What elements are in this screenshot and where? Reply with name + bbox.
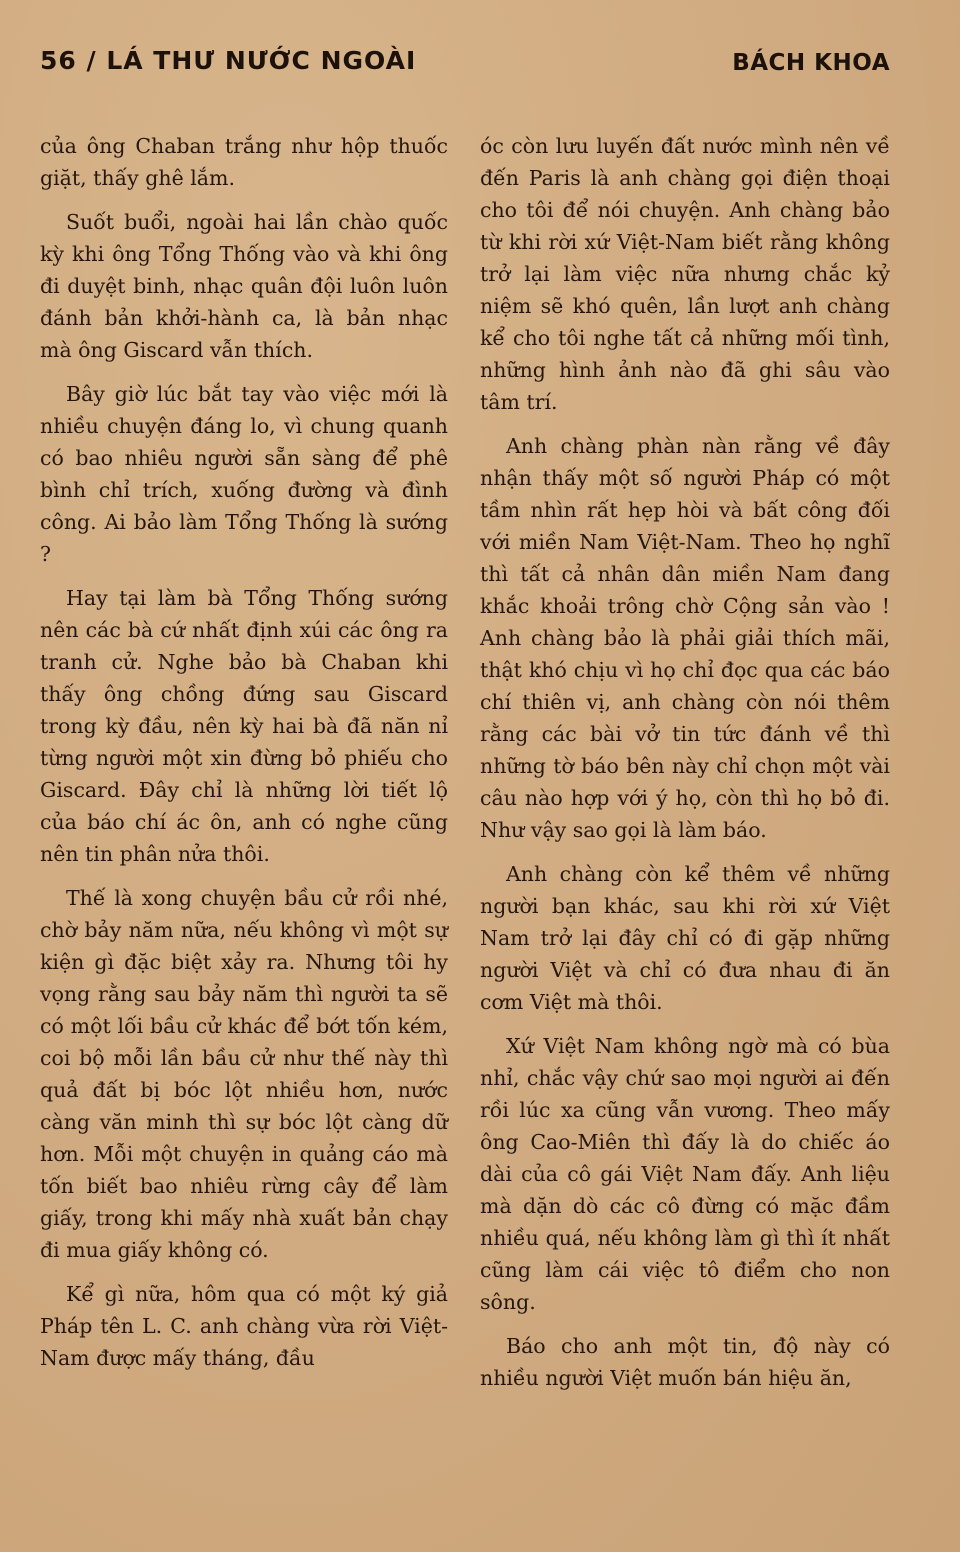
paragraph: Bây giờ lúc bắt tay vào việc mới là nhiều chuyện đáng lo, vì chung quanh có bao nhiêu người sẵn sàng để phê bình chỉ trích, xuống đường và đình công. Ai bảo làm Tổng Thống là sướng ? xyxy=(40,382,448,566)
paragraph: óc còn lưu luyến đất nước mình nên về đến Paris là anh chàng gọi điện thoại cho tôi để nói chuyện. Anh chàng bảo từ khi rời xứ Việt-Nam biết rằng không trở lại làm việc nữa nhưng chắc kỷ niệm sẽ khó quên, lần lượt anh chàng kể cho tôi nghe tất cả những mối tình, những hình ảnh nào đã ghi sâu vào tâm trí. xyxy=(480,134,890,414)
paragraph: Anh chàng phàn nàn rằng về đây nhận thấy một số người Pháp có một tầm nhìn rất hẹp hòi và bất công đối với miền Nam Việt-Nam. Theo họ nghĩ thì tất cả nhân dân miền Nam đang khắc khoải trông chờ Cộng sản vào ! Anh chàng bảo là phải giải thích mãi, thật khó chịu vì họ chỉ đọc qua các báo chí thiên vị, anh chàng còn nói thêm rằng các bài vở tin tức đánh về thì những tờ báo bên này chỉ chọn một vài câu nào hợp với ý họ, còn thì họ bỏ đi. Như vậy sao gọi là làm báo. xyxy=(480,434,890,842)
paragraph: Báo cho anh một tin, độ này có nhiều người Việt muốn bán hiệu ăn, xyxy=(480,1334,890,1390)
paragraph: Thế là xong chuyện bầu cử rồi nhé, chờ bảy năm nữa, nếu không vì một sự kiện gì đặc biệt xảy ra. Nhưng tôi hy vọng rằng sau bảy năm thì người ta sẽ có một lối bầu cử khác để bớt tốn kém, coi bộ mỗi lần bầu cử như thế này thì quả đất bị bóc lột nhiều hơn, nước càng văn minh thì sự bóc lột càng dữ hơn. Mỗi một chuyện in quảng cáo mà tốn biết bao nhiêu rừng cây để làm giấy, trong khi mấy nhà xuất bản chạy đi mua giấy không có. xyxy=(40,886,448,1262)
paragraph: của ông Chaban trắng như hộp thuốc giặt, thấy ghê lắm. xyxy=(40,134,448,190)
paragraph: Xứ Việt Nam không ngờ mà có bùa nhỉ, chắc vậy chứ sao mọi người ai đến rồi lúc xa cũng vẫn vương. Theo mấy ông Cao-Miên thì đấy là do chiếc áo dài của cô gái Việt Nam đấy. Anh liệu mà dặn dò các cô đừng có mặc đầm nhiều quá, nếu không làm gì thì ít nhất cũng làm cái việc tô điểm cho non sông. xyxy=(480,1034,890,1314)
paragraph: Hay tại làm bà Tổng Thống sướng nên các bà cứ nhất định xúi các ông ra tranh cử. Nghe bảo bà Chaban khi thấy ông chồng đứng sau Giscard trong kỳ đầu, nên kỳ hai bà đã năn nỉ từng người một xin đừng bỏ phiếu cho Giscard. Đây chỉ là những lời tiết lộ của báo chí ác ôn, anh có nghe cũng nên tin phân nửa thôi. xyxy=(40,586,448,866)
paragraph: Kể gì nữa, hôm qua có một ký giả Pháp tên L. C. anh chàng vừa rời Việt-Nam được mấy tháng, đầu xyxy=(40,1282,448,1370)
page-number-and-section: 56 / LÁ THƯ NƯỚC NGOÀI xyxy=(40,46,417,75)
paragraph: Anh chàng còn kể thêm về những người bạn khác, sau khi rời xứ Việt Nam trở lại đây chỉ có đi gặp những người Việt và chỉ có đưa nhau đi ăn cơm Việt mà thôi. xyxy=(480,862,890,1014)
left-column xyxy=(40,130,448,1386)
paragraph: Suốt buổi, ngoài hai lần chào quốc kỳ khi ông Tổng Thống vào và khi ông đi duyệt binh, nhạc quân đội luôn luôn đánh bản khởi-hành ca, là bản nhạc mà ông Giscard vẫn thích. xyxy=(40,210,448,362)
right-column xyxy=(480,130,890,1406)
running-header xyxy=(40,46,890,86)
magazine-title: BÁCH KHOA xyxy=(732,50,890,76)
